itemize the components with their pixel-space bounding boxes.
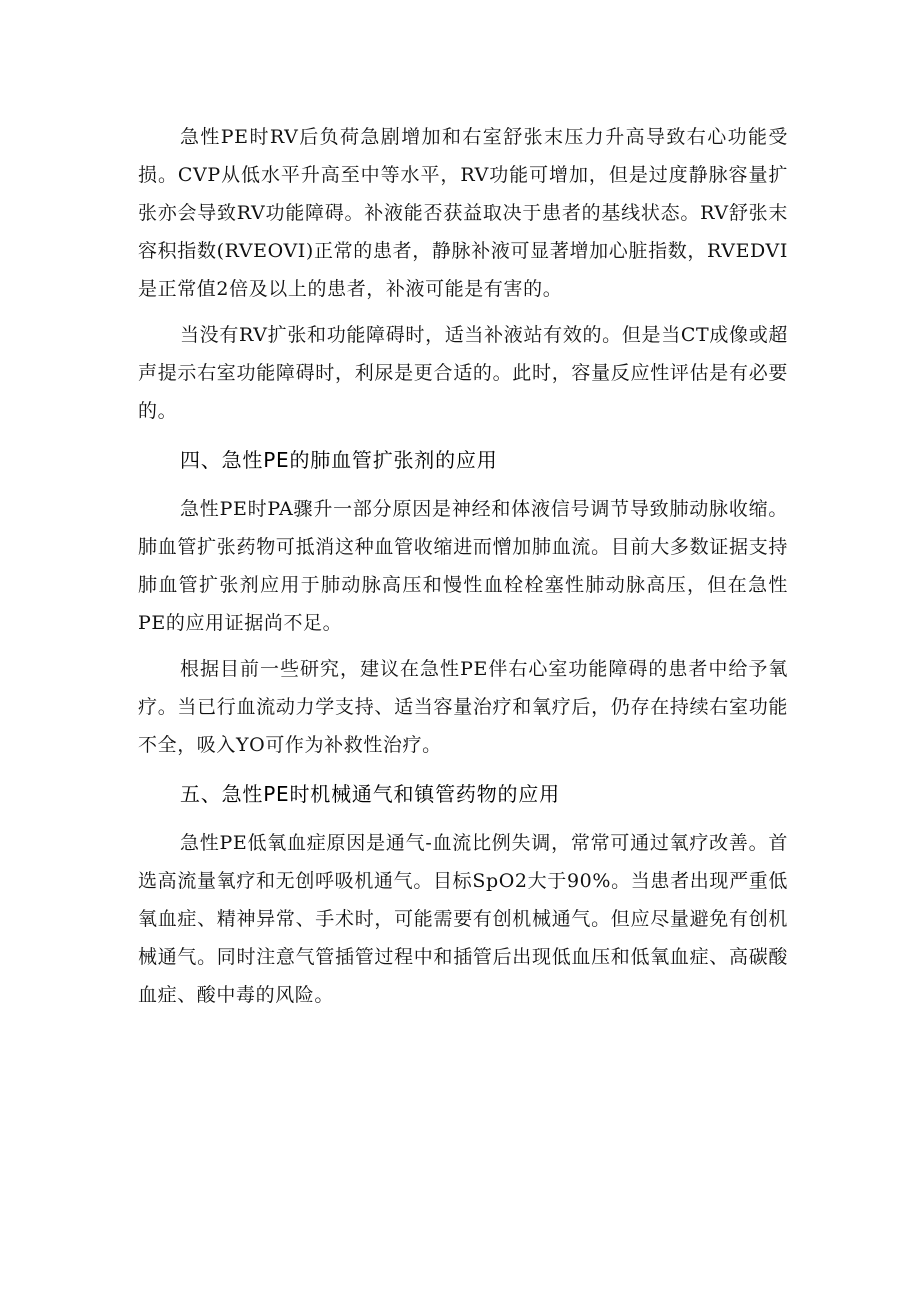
document-body (138, 118, 788, 1014)
section-heading-vasodilators: 四、急性PE的肺血管扩张剂的应用 (180, 448, 498, 472)
section-heading-mechanical-ventilation: 五、急性PE时机械通气和镇管药物的应用 (180, 782, 560, 806)
paragraph-pa-vasoconstriction: 急性PE时PA骤升一部分原因是神经和体液信号调节导致肺动脉收缩。肺血管扩张药物可抵消这种血管收缩进而憎加肺血流。目前大多数证据支持肺血管扩张剂应用于肺动脉高压和慢性血栓栓塞性肺动脉高压，但在急性PE的应用证据尚不足。 (138, 498, 788, 634)
paragraph-rv-afterload: 急性PE时RV后负荷急剧增加和右室舒张末压力升高导致右心功能受损。CVP从低水平升高至中等水平，RV功能可增加，但是过度静脉容量扩张亦会导致RV功能障碍。补液能否获益取决于患者的基线状态。RV舒张末容积指数(RVEOVI)正常的患者，静脉补液可显著增加心脏指数，RVEDVI是正常值2倍及以上的患者，补液可能是有害的。 (138, 126, 788, 300)
paragraph-oxygen-therapy: 根据目前一些研究，建议在急性PE伴右心室功能障碍的患者中给予氧疗。当已行血流动力学支持、适当容量治疗和氧疗后，仍存在持续右室功能不全，吸入YO可作为补救性治疗。 (138, 658, 788, 756)
paragraph-diuresis: 当没有RV扩张和功能障碍时，适当补液站有效的。但是当CT成像或超声提示右室功能障碍时，利尿是更合适的。此时，容量反应性评估是有必要的。 (138, 324, 788, 422)
paragraph-hypoxemia: 急性PE低氧血症原因是通气-血流比例失调，常常可通过氧疗改善。首选高流量氧疗和无创呼吸机通气。目标SpO2大于90%。当患者出现严重低氧血症、精神异常、手术时，可能需要有创机械通气。但应尽量避免有创机械通气。同时注意气管插管过程中和插管后出现低血压和低氧血症、高碳酸血症、酸中毒的风险。 (138, 832, 788, 1006)
